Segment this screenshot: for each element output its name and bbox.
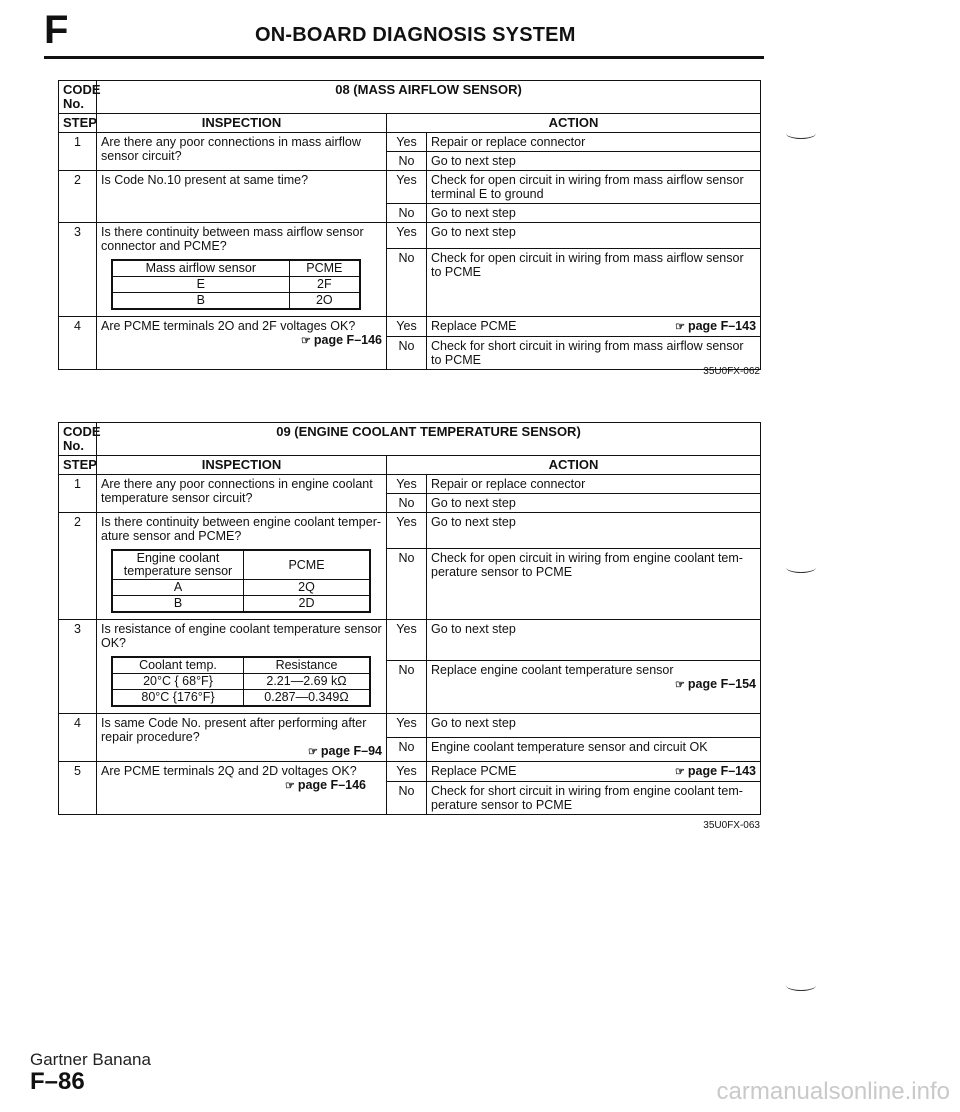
step-number: 1	[59, 133, 97, 171]
no-action: Check for short circuit in wiring from mass airflow sensor to PCME	[427, 337, 761, 370]
yes-label: Yes	[387, 133, 427, 152]
yes-label: Yes	[387, 317, 427, 337]
step-number: 1	[59, 475, 97, 513]
no-label: No	[387, 337, 427, 370]
inspection-text: Are PCME terminals 2O and 2F voltages OK?	[101, 319, 356, 333]
sub-header: Coolant temp.	[112, 657, 244, 674]
no-action: Engine coolant temperature sensor and circuit OK	[427, 738, 761, 762]
no-label: No	[387, 204, 427, 223]
figure-id: 35U0FX-063	[703, 820, 760, 831]
no-action: Go to next step	[427, 204, 761, 223]
no-action: Check for short circuit in wiring from engine coolant tem-perature sensor to PCME	[427, 782, 761, 815]
inspection-text: Is there continuity between engine coolant temper-ature sensor and PCME?	[101, 515, 382, 543]
sub-cell: 0.287—0.349Ω	[244, 690, 371, 707]
sub-cell: 20°C { 68°F}	[112, 674, 244, 690]
inspection-text: Is Code No.10 present at same time?	[97, 171, 387, 223]
margin-mark	[786, 562, 816, 573]
yes-action-cell	[427, 317, 761, 337]
sub-cell: 2O	[289, 293, 360, 310]
inspection-header: INSPECTION	[97, 456, 387, 475]
inspection-cell	[97, 714, 387, 762]
no-action: Replace engine coolant temperature sensor	[431, 663, 674, 678]
sub-header: PCME	[244, 550, 371, 580]
page-reference[interactable]: ☞ page F–146	[285, 778, 366, 792]
pointing-hand-icon: ☞	[307, 746, 318, 758]
step-number: 2	[59, 171, 97, 223]
sub-cell: 2D	[244, 596, 371, 613]
sub-cell: 2Q	[244, 580, 371, 596]
no-label: No	[387, 548, 427, 619]
no-label: No	[387, 494, 427, 513]
pointing-hand-icon: ☞	[301, 335, 311, 347]
figure-id: 35U0FX-062	[703, 366, 760, 377]
sub-header: Mass airflow sensor	[112, 260, 289, 277]
sub-cell: 2.21—2.69 kΩ	[244, 674, 371, 690]
yes-action: Replace PCME	[431, 319, 517, 333]
no-label: No	[387, 249, 427, 317]
pointing-hand-icon: ☞	[675, 766, 685, 778]
action-header: ACTION	[387, 114, 761, 133]
footer-brand: Gartner Banana	[30, 1050, 151, 1069]
sub-cell: 80°C {176°F}	[112, 690, 244, 707]
inspection-text: Is resistance of engine coolant temperature sensor OK?	[101, 622, 382, 650]
step-number: 2	[59, 513, 97, 620]
yes-action: Check for open circuit in wiring from mass airflow sensor terminal E to ground	[427, 171, 761, 204]
page-number: F–86	[30, 1068, 85, 1095]
step-header: STEP	[59, 456, 97, 475]
sub-cell: A	[112, 580, 244, 596]
action-header: ACTION	[387, 456, 761, 475]
yes-action: Repair or replace connector	[427, 475, 761, 494]
no-action: Go to next step	[427, 152, 761, 171]
yes-label: Yes	[387, 714, 427, 738]
code-title: 08 (MASS AIRFLOW SENSOR)	[97, 81, 761, 114]
pointing-hand-icon: ☞	[285, 780, 295, 792]
yes-action: Go to next step	[427, 513, 761, 549]
code-title: 09 (ENGINE COOLANT TEMPERATURE SENSOR)	[97, 423, 761, 456]
inspection-cell	[97, 513, 387, 620]
yes-label: Yes	[387, 223, 427, 249]
yes-action: Repair or replace connector	[427, 133, 761, 152]
no-label: No	[387, 152, 427, 171]
sub-header: Engine coolant temperature sensor	[112, 550, 244, 580]
step-number: 4	[59, 317, 97, 370]
no-action: Go to next step	[427, 494, 761, 513]
page-reference[interactable]: ☞ page F–143	[675, 764, 757, 778]
no-label: No	[387, 661, 427, 714]
page-reference[interactable]: ☞ page F–143	[675, 319, 757, 333]
no-label: No	[387, 782, 427, 815]
no-label: No	[387, 738, 427, 762]
inspection-text: Is same Code No. present after performing after repair procedure?	[101, 716, 367, 744]
page-reference[interactable]: ☞ page F–146	[301, 333, 382, 347]
step-number: 4	[59, 714, 97, 762]
watermark: carmanualsonline.info	[716, 1078, 950, 1105]
inspection-header: INSPECTION	[97, 114, 387, 133]
margin-mark	[786, 980, 816, 991]
pointing-hand-icon: ☞	[675, 321, 685, 333]
inspection-cell	[97, 620, 387, 714]
sub-cell: B	[112, 293, 289, 310]
diagnosis-table-08	[58, 80, 761, 370]
step-number: 5	[59, 762, 97, 815]
yes-label: Yes	[387, 171, 427, 204]
pointing-hand-icon: ☞	[675, 679, 685, 692]
step-header: STEP	[59, 114, 97, 133]
yes-action: Replace PCME	[431, 764, 517, 778]
code-no-label: CODE No.	[59, 81, 97, 114]
sub-header: Resistance	[244, 657, 371, 674]
sub-cell: E	[112, 277, 289, 293]
inspection-text: Are there any poor connections in mass airflow sensor circuit?	[97, 133, 387, 171]
sub-cell: B	[112, 596, 244, 613]
yes-label: Yes	[387, 475, 427, 494]
margin-mark	[786, 128, 816, 139]
yes-action: Go to next step	[427, 223, 761, 249]
terminal-table	[111, 259, 361, 310]
diagnosis-table-09	[58, 422, 761, 815]
resistance-table	[111, 656, 371, 707]
section-letter: F	[44, 8, 69, 52]
inspection-cell	[97, 223, 387, 317]
page-title: ON-BOARD DIAGNOSIS SYSTEM	[255, 24, 576, 46]
yes-action: Go to next step	[427, 620, 761, 661]
sub-cell: 2F	[289, 277, 360, 293]
code-no-label: CODE No.	[59, 423, 97, 456]
no-action: Check for open circuit in wiring from engine coolant tem-perature sensor to PCME	[427, 548, 761, 619]
yes-action-cell	[427, 762, 761, 782]
yes-label: Yes	[387, 620, 427, 661]
yes-label: Yes	[387, 762, 427, 782]
inspection-cell	[97, 317, 387, 370]
step-number: 3	[59, 620, 97, 714]
sub-header: PCME	[289, 260, 360, 277]
page-reference[interactable]: ☞ page F–94	[307, 744, 382, 758]
inspection-text: Are PCME terminals 2Q and 2D voltages OK?	[101, 764, 357, 778]
no-action-cell	[427, 661, 761, 714]
header-rule	[44, 56, 764, 59]
inspection-text: Is there continuity between mass airflow sensor connector and PCME?	[101, 225, 364, 253]
no-action: Check for open circuit in wiring from mass airflow sensor to PCME	[427, 249, 761, 317]
yes-label: Yes	[387, 513, 427, 549]
inspection-cell	[97, 762, 387, 815]
terminal-table	[111, 549, 371, 613]
inspection-text: Are there any poor connections in engine coolant temperature sensor circuit?	[97, 475, 387, 513]
page-reference[interactable]: ☞ page F–154	[675, 677, 757, 692]
yes-action: Go to next step	[427, 714, 761, 738]
step-number: 3	[59, 223, 97, 317]
